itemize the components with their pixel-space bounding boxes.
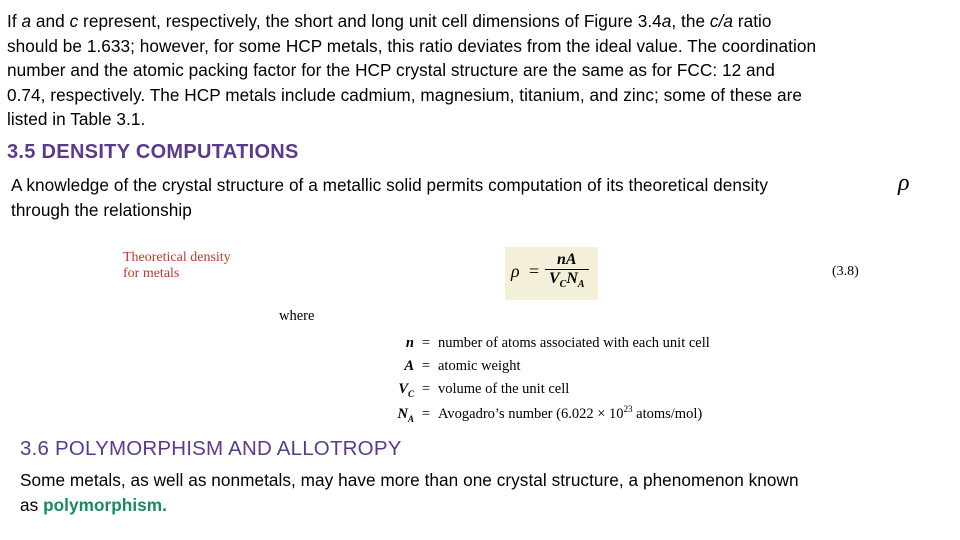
density-line-2: through the relationship — [11, 199, 192, 220]
definition-vc: $V_C$ = volume of the unit cell — [398, 381, 570, 399]
intro-line-5: listed in Table 3.1. — [7, 109, 146, 129]
polymorphism-line-1: Some metals, as well as nonmetals, may have more than one crystal structure, a phenomenon known — [20, 470, 799, 490]
definition-n: n = number of atoms associated with each unit cell — [405, 335, 710, 351]
polymorphism-line-2: as polymorphism. — [20, 494, 167, 515]
equation-lhs: ρ — [511, 261, 520, 281]
density-paragraph — [11, 173, 891, 222]
polymorphism-paragraph — [20, 468, 940, 517]
intro-paragraph — [7, 9, 957, 132]
equation-number: (3.8) — [832, 264, 859, 279]
where-label: where — [279, 308, 315, 324]
equation-fraction — [545, 251, 589, 290]
intro-line-3: number and the atomic packing factor for the HCP crystal structure are the same as for FCC: 12 and — [7, 60, 775, 80]
equation-denominator: $V_CN_A$ — [549, 270, 585, 291]
polymorphism-term: polymorphism. — [43, 494, 167, 515]
equation-equals: = — [529, 261, 540, 281]
intro-line-1: If a and c represent, respectively, the short and long unit cell dimensions of Figure 3.4a, the c/a ratio — [7, 11, 772, 31]
density-line-1: A knowledge of the crystal structure of a metallic solid permits computation of its theoretical density — [11, 175, 768, 195]
definition-na: $N_A$ = Avogadro’s number ($6.022 \times 10^{23}$ atoms/mol) — [397, 404, 703, 424]
section-heading-polymorphism: 3.6 POLYMORPHISM AND ALLOTROPY — [20, 437, 408, 461]
equation-numerator: nA — [545, 251, 589, 270]
definitions-list — [392, 335, 772, 427]
equation-box — [505, 247, 598, 300]
equation-side-label: Theoretical density for metals — [123, 250, 231, 281]
intro-line-4: 0.74, respectively. The HCP metals include cadmium, magnesium, titanium, and zinc; some of these are — [7, 84, 803, 105]
definition-a: A = atomic weight — [404, 358, 521, 374]
intro-line-2: should be 1.633; however, for some HCP metals, this ratio deviates from the ideal value. The coordination — [7, 35, 817, 56]
rho-symbol: ρ — [898, 170, 910, 196]
section-heading-density: 3.5 DENSITY COMPUTATIONS — [7, 141, 299, 163]
